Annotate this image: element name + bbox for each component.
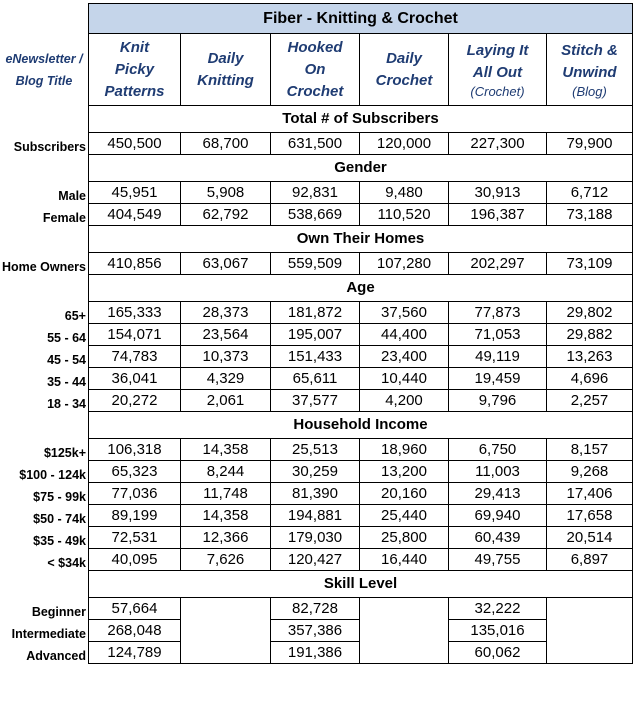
section-spacer xyxy=(0,571,89,598)
value-cell: 16,440 xyxy=(360,549,449,571)
value-cell: 107,280 xyxy=(360,253,449,275)
empty-cell xyxy=(360,598,449,620)
row-label: 55 - 64 xyxy=(47,330,86,345)
value-cell: 92,831 xyxy=(271,182,360,204)
row-label: $100 - 124k xyxy=(19,467,86,482)
value-cell: 65,611 xyxy=(271,368,360,390)
table-row xyxy=(0,461,633,483)
value-cell: 4,696 xyxy=(547,368,633,390)
value-cell: 30,259 xyxy=(271,461,360,483)
section-header-row xyxy=(0,226,633,253)
row-label: 45 - 54 xyxy=(47,352,86,367)
value-cell: 19,459 xyxy=(449,368,547,390)
value-cell: 60,439 xyxy=(449,527,547,549)
row-label: Female xyxy=(42,210,86,225)
value-cell: 11,748 xyxy=(181,483,271,505)
table-title: Fiber - Knitting & Crochet xyxy=(89,4,633,34)
value-cell: 13,200 xyxy=(360,461,449,483)
value-cell: 36,041 xyxy=(89,368,181,390)
value-cell: 17,658 xyxy=(547,505,633,527)
column-header xyxy=(89,34,181,106)
value-cell: 151,433 xyxy=(271,346,360,368)
table-row xyxy=(0,483,633,505)
table-row xyxy=(0,505,633,527)
value-cell: 13,263 xyxy=(547,346,633,368)
value-cell: 69,940 xyxy=(449,505,547,527)
value-cell: 23,564 xyxy=(181,324,271,346)
value-cell: 29,802 xyxy=(547,302,633,324)
section-spacer xyxy=(0,275,89,302)
row-label: Advanced xyxy=(26,648,86,663)
value-cell: 72,531 xyxy=(89,527,181,549)
value-cell: 9,268 xyxy=(547,461,633,483)
value-cell: 71,053 xyxy=(449,324,547,346)
section-spacer xyxy=(0,155,89,182)
table-row xyxy=(0,324,633,346)
section-spacer xyxy=(0,226,89,253)
column-name: Daily Crochet xyxy=(375,49,433,89)
value-cell: 81,390 xyxy=(271,483,360,505)
value-cell: 202,297 xyxy=(449,253,547,275)
value-cell: 89,199 xyxy=(89,505,181,527)
section-title: Total # of Subscribers xyxy=(89,106,633,133)
value-cell: 6,750 xyxy=(449,439,547,461)
value-cell: 9,796 xyxy=(449,390,547,412)
value-cell: 32,222 xyxy=(449,598,547,620)
table-row xyxy=(0,598,633,620)
value-cell: 196,387 xyxy=(449,204,547,226)
row-label: 65+ xyxy=(64,308,86,323)
column-name: Daily Knitting xyxy=(197,49,254,89)
column-name: Hooked On Crochet xyxy=(286,38,344,100)
value-cell: 631,500 xyxy=(271,133,360,155)
table-row xyxy=(0,346,633,368)
value-cell: 194,881 xyxy=(271,505,360,527)
value-cell: 268,048 xyxy=(89,620,181,642)
column-header xyxy=(271,34,360,106)
value-cell: 191,386 xyxy=(271,642,360,664)
value-cell: 7,626 xyxy=(181,549,271,571)
row-label: $125k+ xyxy=(43,445,86,460)
section-header-row xyxy=(0,412,633,439)
row-label: 35 - 44 xyxy=(47,374,86,389)
value-cell: 49,755 xyxy=(449,549,547,571)
value-cell: 110,520 xyxy=(360,204,449,226)
column-header-row xyxy=(0,34,633,106)
value-cell: 227,300 xyxy=(449,133,547,155)
value-cell: 82,728 xyxy=(271,598,360,620)
value-cell: 181,872 xyxy=(271,302,360,324)
value-cell: 2,061 xyxy=(181,390,271,412)
title-row xyxy=(0,4,633,34)
row-label: Beginner xyxy=(31,604,86,619)
value-cell: 357,386 xyxy=(271,620,360,642)
value-cell: 10,440 xyxy=(360,368,449,390)
table-row xyxy=(0,204,633,226)
row-label: $50 - 74k xyxy=(33,511,86,526)
empty-cell xyxy=(181,620,271,642)
value-cell: 9,480 xyxy=(360,182,449,204)
table-row xyxy=(0,368,633,390)
row-label: Male xyxy=(58,188,86,203)
value-cell: 23,400 xyxy=(360,346,449,368)
table-row xyxy=(0,302,633,324)
value-cell: 45,951 xyxy=(89,182,181,204)
value-cell: 6,897 xyxy=(547,549,633,571)
demographics-table xyxy=(0,3,633,664)
value-cell: 195,007 xyxy=(271,324,360,346)
value-cell: 77,036 xyxy=(89,483,181,505)
corner-blank xyxy=(0,4,89,34)
section-header-row xyxy=(0,275,633,302)
section-header-row xyxy=(0,155,633,182)
column-header xyxy=(181,34,271,106)
value-cell: 73,109 xyxy=(547,253,633,275)
empty-cell xyxy=(360,620,449,642)
value-cell: 60,062 xyxy=(449,642,547,664)
row-header-label: eNewsletter / Blog Title xyxy=(5,51,83,88)
empty-cell xyxy=(547,642,633,664)
table-row xyxy=(0,390,633,412)
value-cell: 28,373 xyxy=(181,302,271,324)
value-cell: 62,792 xyxy=(181,204,271,226)
value-cell: 4,329 xyxy=(181,368,271,390)
section-title: Household Income xyxy=(89,412,633,439)
value-cell: 2,257 xyxy=(547,390,633,412)
value-cell: 17,406 xyxy=(547,483,633,505)
value-cell: 14,358 xyxy=(181,439,271,461)
table-row xyxy=(0,642,633,664)
table-row xyxy=(0,549,633,571)
section-spacer xyxy=(0,106,89,133)
column-name: Stitch & Unwind xyxy=(561,41,618,81)
row-label: Intermediate xyxy=(11,626,86,641)
value-cell: 154,071 xyxy=(89,324,181,346)
section-title: Age xyxy=(89,275,633,302)
value-cell: 63,067 xyxy=(181,253,271,275)
value-cell: 79,900 xyxy=(547,133,633,155)
value-cell: 8,244 xyxy=(181,461,271,483)
empty-cell xyxy=(547,620,633,642)
row-label: < $34k xyxy=(47,555,86,570)
value-cell: 14,358 xyxy=(181,505,271,527)
value-cell: 18,960 xyxy=(360,439,449,461)
value-cell: 20,160 xyxy=(360,483,449,505)
section-title: Skill Level xyxy=(89,571,633,598)
value-cell: 37,560 xyxy=(360,302,449,324)
value-cell: 77,873 xyxy=(449,302,547,324)
value-cell: 106,318 xyxy=(89,439,181,461)
value-cell: 68,700 xyxy=(181,133,271,155)
table-row xyxy=(0,133,633,155)
value-cell: 25,800 xyxy=(360,527,449,549)
value-cell: 404,549 xyxy=(89,204,181,226)
value-cell: 135,016 xyxy=(449,620,547,642)
value-cell: 65,323 xyxy=(89,461,181,483)
section-header-row xyxy=(0,106,633,133)
empty-cell xyxy=(181,642,271,664)
value-cell: 20,272 xyxy=(89,390,181,412)
value-cell: 40,095 xyxy=(89,549,181,571)
table-row xyxy=(0,620,633,642)
section-title: Own Their Homes xyxy=(89,226,633,253)
value-cell: 57,664 xyxy=(89,598,181,620)
row-label: 18 - 34 xyxy=(47,396,86,411)
column-note: (Crochet) xyxy=(470,83,525,99)
value-cell: 25,440 xyxy=(360,505,449,527)
value-cell: 74,783 xyxy=(89,346,181,368)
value-cell: 120,427 xyxy=(271,549,360,571)
column-name: Laying It All Out xyxy=(466,41,529,81)
table-row xyxy=(0,439,633,461)
value-cell: 410,856 xyxy=(89,253,181,275)
value-cell: 30,913 xyxy=(449,182,547,204)
value-cell: 538,669 xyxy=(271,204,360,226)
table-row xyxy=(0,182,633,204)
value-cell: 450,500 xyxy=(89,133,181,155)
value-cell: 11,003 xyxy=(449,461,547,483)
value-cell: 25,513 xyxy=(271,439,360,461)
value-cell: 49,119 xyxy=(449,346,547,368)
row-label: $35 - 49k xyxy=(33,533,86,548)
value-cell: 124,789 xyxy=(89,642,181,664)
value-cell: 29,413 xyxy=(449,483,547,505)
value-cell: 20,514 xyxy=(547,527,633,549)
value-cell: 8,157 xyxy=(547,439,633,461)
column-header xyxy=(449,34,547,106)
row-label: Subscribers xyxy=(13,139,86,154)
value-cell: 12,366 xyxy=(181,527,271,549)
empty-cell xyxy=(360,642,449,664)
column-header xyxy=(360,34,449,106)
value-cell: 44,400 xyxy=(360,324,449,346)
value-cell: 165,333 xyxy=(89,302,181,324)
value-cell: 179,030 xyxy=(271,527,360,549)
column-header xyxy=(547,34,633,106)
empty-cell xyxy=(181,598,271,620)
value-cell: 29,882 xyxy=(547,324,633,346)
value-cell: 10,373 xyxy=(181,346,271,368)
row-label: $75 - 99k xyxy=(33,489,86,504)
value-cell: 37,577 xyxy=(271,390,360,412)
value-cell: 73,188 xyxy=(547,204,633,226)
empty-cell xyxy=(547,598,633,620)
section-header-row xyxy=(0,571,633,598)
row-label: Home Owners xyxy=(1,259,86,274)
value-cell: 120,000 xyxy=(360,133,449,155)
value-cell: 4,200 xyxy=(360,390,449,412)
value-cell: 5,908 xyxy=(181,182,271,204)
value-cell: 559,509 xyxy=(271,253,360,275)
table-row xyxy=(0,253,633,275)
column-note: (Blog) xyxy=(572,83,607,99)
section-title: Gender xyxy=(89,155,633,182)
table-row xyxy=(0,527,633,549)
section-spacer xyxy=(0,412,89,439)
column-name: Knit Picky Patterns xyxy=(104,38,165,100)
value-cell: 6,712 xyxy=(547,182,633,204)
